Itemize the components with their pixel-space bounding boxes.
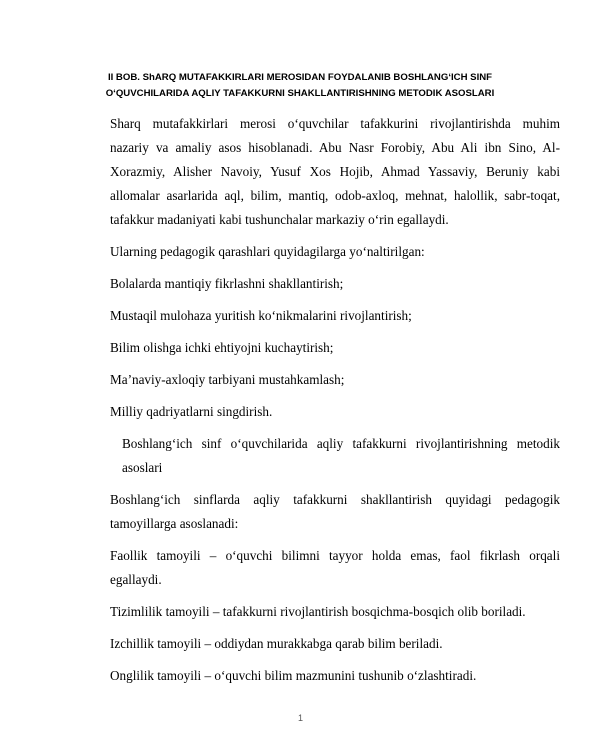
body-paragraph — [76, 112, 560, 232]
chapter-heading — [60, 70, 540, 102]
text-line: asoslari — [122, 460, 163, 475]
text-line: tafakkur madaniyati kabi tushunchalar markaziy o‘rin egallaydi. — [110, 212, 449, 227]
text-line: allomalar asarlarida aql, bilim, mantiq, odob-axloq, mehnat, halollik, sabr-toqat, — [110, 188, 560, 203]
text-line: Boshlang‘ich sinf o‘quvchilarida aqliy tafakkurni rivojlantirishning metodik — [122, 436, 560, 451]
list-paragraph — [76, 272, 560, 296]
text-line: Bolalarda mantiqiy fikrlashni shakllantirish; — [110, 276, 344, 291]
text-line: nazariy va amaliy asos hisoblanadi. Abu Nasr Forobiy, Abu Ali ibn Sino, Al- — [110, 140, 560, 155]
list-paragraph — [76, 400, 560, 424]
list-paragraph — [76, 336, 560, 360]
text-line: Faollik tamoyili – o‘quvchi bilimni tayyor holda emas, faol fikrlash orqali — [110, 548, 560, 563]
body-paragraph — [76, 632, 560, 656]
text-line: tamoyillarga asoslanadi: — [110, 516, 239, 531]
list-paragraph — [76, 368, 560, 392]
body-paragraph — [76, 600, 560, 624]
body-paragraph — [76, 544, 560, 592]
text-line: Tizimlilik tamoyili – tafakkurni rivojlantirish bosqichma-bosqich olib boriladi. — [110, 604, 526, 619]
body-paragraph — [76, 664, 560, 688]
text-line: Ularning pedagogik qarashlari quyidagilarga yo‘naltirilgan: — [110, 244, 425, 259]
body-paragraph — [76, 488, 560, 536]
chapter-heading-line: O‘QUVCHILARIDA AQLIY TAFAKKURNI SHAKLLANTIRISHNING METODIK ASOSLARI — [105, 88, 495, 99]
chapter-heading-line: II BOB. ShARQ MUTAFAKKIRLARI MEROSIDAN FOYDALANIB BOSHLANG‘ICH SINF — [107, 72, 493, 83]
page-number: 1 — [297, 713, 303, 723]
text-line: Mustaqil mulohaza yuritish ko‘nikmalarini rivojlantirish; — [110, 308, 412, 323]
text-line: Sharq mutafakkirlari merosi o‘quvchilar tafakkurini rivojlantirishda muhim — [110, 116, 560, 131]
list-paragraph — [76, 304, 560, 328]
text-line: Onglilik tamoyili – o‘quvchi bilim mazmunini tushunib o‘zlashtiradi. — [110, 668, 477, 683]
text-line: egallaydi. — [110, 572, 162, 587]
subheading-paragraph — [76, 432, 560, 480]
text-line: Boshlang‘ich sinflarda aqliy tafakkurni shakllantirish quyidagi pedagogik — [110, 492, 560, 507]
text-line: Xorazmiy, Alisher Navoiy, Yusuf Xos Hojib, Ahmad Yassaviy, Beruniy kabi — [110, 164, 560, 179]
text-line: Bilim olishga ichki ehtiyojni kuchaytirish; — [110, 340, 334, 355]
text-line: Ma’naviy-axloqiy tarbiyani mustahkamlash; — [110, 372, 345, 387]
text-line: Izchillik tamoyili – oddiydan murakkabga qarab bilim beriladi. — [110, 636, 443, 651]
document-body — [76, 112, 560, 696]
text-line: Milliy qadriyatlarni singdirish. — [110, 404, 273, 419]
body-paragraph — [76, 240, 560, 264]
